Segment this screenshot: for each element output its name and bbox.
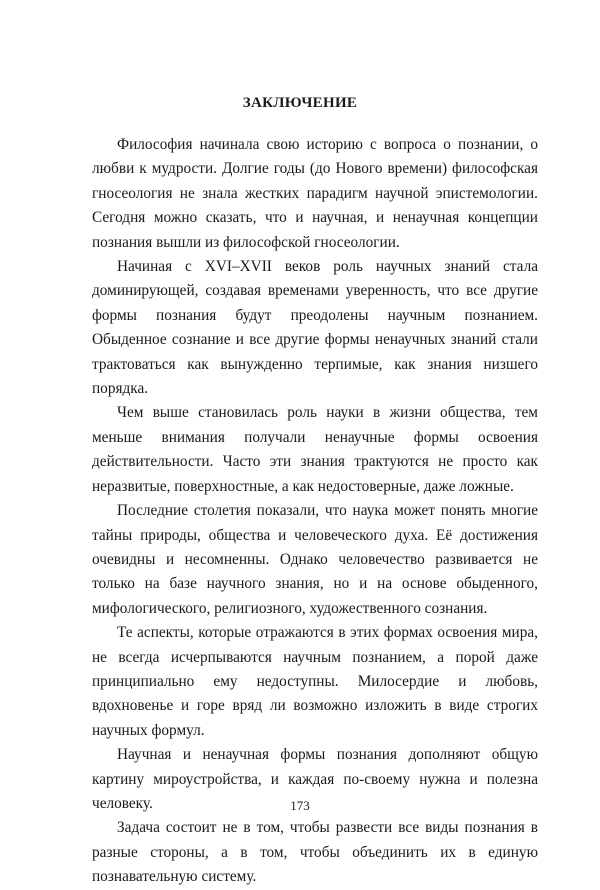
page-title: ЗАКЛЮЧЕНИЕ: [242, 95, 358, 111]
paragraph-1: Философия начинала свою историю с вопроса о познании, о любви к мудрости. Долгие годы (до Нового времени) философская гносеология не знала жестких парадигм научной эпистемологии. Сегодня можно сказать, что и научная, и ненаучная концепции познания вышли из философской гносеологии.: [92, 136, 538, 251]
paragraph-5: Те аспекты, которые отражаются в этих формах освоения мира, не всегда исчерпываются научным познанием, а порой даже принципиально ему недоступны. Милосердие и любовь, вдохновенье и горе вряд ли возможно изложить в виде строгих научных формул.: [92, 624, 538, 739]
paragraph-4: Последние столетия показали, что наука может понять многие тайны природы, общества и человеческого духа. Её достижения очевидны и несомненны. Однако человечество развивается не только на базе научного знания, но и на основе обыденного, мифологического, религиозного, художественного сознания.: [92, 502, 538, 617]
paragraph-7: Задача состоит не в том, чтобы развести все виды познания в разные стороны, а в том, чтобы объединить их в единую познавательную систему.: [92, 819, 538, 886]
page-number: 173: [290, 798, 310, 813]
paragraph-6: Научная и ненаучная формы познания дополняют общую картину мироустройства, и каждая по-своему нужна и полезна человеку.: [92, 746, 538, 812]
paragraph-2: Начиная с XVI–XVII веков роль научных знаний стала доминирующей, создавая временами уверенность, что все другие формы познания будут преодолены научным познанием. Обыденное сознание и все другие формы ненаучных знаний стали трактоваться как вынужденно терпимые, как знания низшего порядка.: [92, 258, 538, 398]
body-text: [92, 133, 538, 890]
paragraph-3: Чем выше становилась роль науки в жизни общества, тем меньше внимания получали ненаучные формы освоения действительности. Часто эти знания трактуются не просто как неразвитые, поверхностные, а как недостоверные, даже ложные.: [92, 404, 538, 495]
